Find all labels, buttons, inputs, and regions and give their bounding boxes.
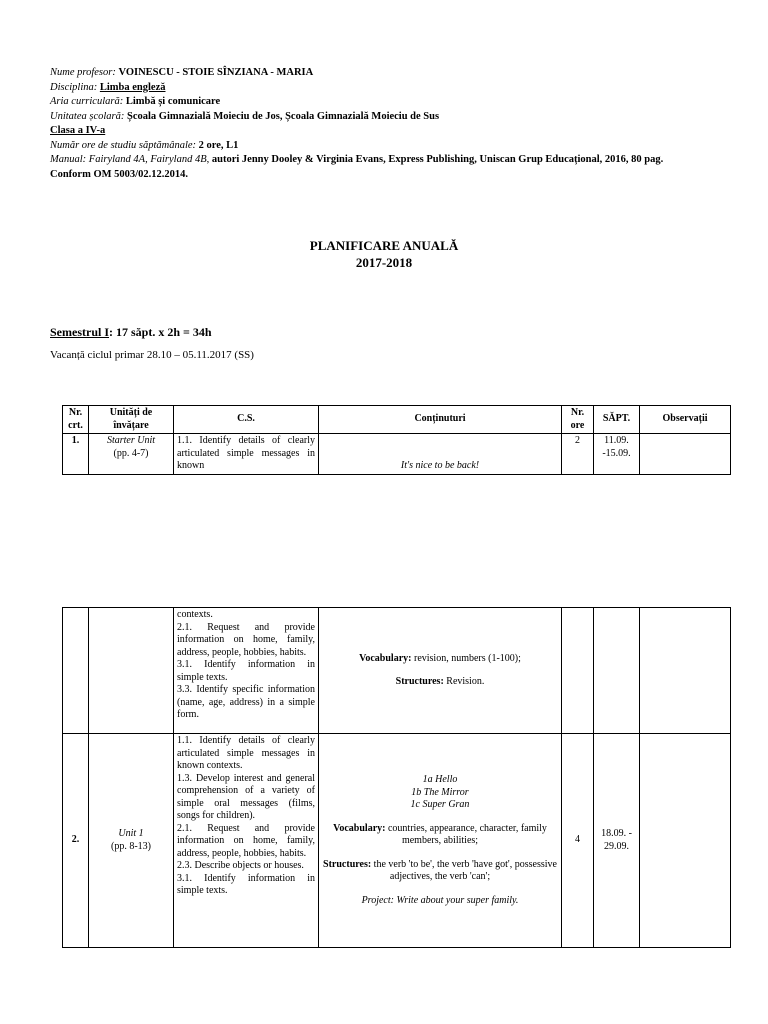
table-row bbox=[63, 434, 731, 475]
row1-cs-top: 1.1. Identify details of clearly articulated simple messages in known bbox=[174, 434, 319, 475]
row1-unit-cell bbox=[89, 434, 174, 475]
row2-weeks: 18.09. - 29.09. bbox=[594, 734, 640, 948]
row1-cont-nr bbox=[63, 608, 89, 734]
hours-value: 2 ore, L1 bbox=[198, 139, 239, 151]
header-cs: C.S. bbox=[174, 406, 319, 434]
header-hours: Nr. ore bbox=[562, 406, 594, 434]
row2-struct: the verb 'to be', the verb 'have got', possessive adjectives, the verb 'can'; bbox=[371, 858, 557, 882]
hours-line: Număr ore de studiu săptămânale: 2 ore, L1 bbox=[50, 139, 239, 151]
discipline-line: Disciplina: Limba engleză bbox=[50, 81, 166, 93]
row1-cs-cont3: 3.1. Identify information in simple texts. bbox=[177, 659, 315, 683]
school-label: Unitatea școlară bbox=[50, 110, 121, 122]
header-units: Unități de învățare bbox=[89, 406, 174, 434]
row1-cont-notes bbox=[640, 608, 731, 734]
row1-title: It's nice to be back! bbox=[319, 434, 562, 475]
table-header-row bbox=[63, 406, 731, 434]
row1-cont-unit bbox=[89, 608, 174, 734]
header-weeks: SĂPT. bbox=[594, 406, 640, 434]
row2-cs4: 2.3. Describe objects or houses. bbox=[177, 860, 304, 871]
header-contents: Conținuturi bbox=[319, 406, 562, 434]
semester-heading bbox=[50, 325, 212, 340]
row1-hours: 2 bbox=[562, 434, 594, 475]
row2-vocab: countries, appearance, character, family members, abilities; bbox=[385, 822, 547, 846]
row2-notes bbox=[640, 734, 731, 948]
row2-struct-label: Structures: bbox=[323, 858, 372, 870]
area-line: Aria curriculară: Limbă și comunicare bbox=[50, 96, 221, 107]
document-title: PLANIFICARE ANUALĂ bbox=[309, 238, 459, 253]
row1-nr: 1. bbox=[63, 434, 89, 475]
row2-lesson2: 1b The Mirror bbox=[411, 786, 469, 798]
row2-cs3: 2.1. Request and provide information on home, family, address, people, hobbies, habits. bbox=[177, 822, 315, 859]
semester-hours: : 17 săpt. x 2h = 34h bbox=[109, 325, 212, 339]
header-block bbox=[50, 66, 730, 182]
row1-weeks: 11.09. -15.09. bbox=[594, 434, 640, 475]
school-value: Școala Gimnazială Moieciu de Jos, Școala Gimnazială Moieciu de Sus bbox=[127, 110, 440, 122]
row1-cont-weeks bbox=[594, 608, 640, 734]
area-label: Aria curriculară bbox=[50, 96, 120, 107]
row1-unit: Starter Unit bbox=[106, 435, 156, 446]
semester-label: Semestrul I bbox=[50, 325, 109, 339]
manual-label: Manual bbox=[50, 154, 83, 165]
table-row bbox=[63, 608, 731, 734]
class-line bbox=[50, 124, 730, 139]
row2-hours: 4 bbox=[562, 734, 594, 948]
row1-content bbox=[319, 608, 562, 734]
vacation-note: Vacanță ciclul primar 28.10 – 05.11.2017 (SS) bbox=[50, 349, 254, 361]
manual-details: autori Jenny Dooley & Virginia Evans, Express Publishing, Uniscan Grup Educațional, 2016, 80 pag. bbox=[211, 154, 664, 165]
document-year: 2017-2018 bbox=[355, 255, 413, 270]
row1-vocab-label: Vocabulary: bbox=[359, 652, 412, 664]
row2-cs2: 1.3. Develop interest and general comprehension of a variety of simple oral messages (films, songs for children). bbox=[177, 772, 315, 821]
row1-notes bbox=[640, 434, 731, 475]
row1-pages: (pp. 4-7) bbox=[113, 447, 149, 459]
row2-vocab-label: Vocabulary: bbox=[333, 822, 386, 834]
row2-unit-cell bbox=[89, 734, 174, 948]
planning-table-page1 bbox=[62, 405, 731, 475]
header-nr: Nr. crt. bbox=[63, 406, 89, 434]
discipline-value: Limba engleză bbox=[99, 81, 166, 93]
row2-cs bbox=[174, 734, 319, 948]
hours-label: Număr ore de studiu săptămânale bbox=[50, 139, 193, 151]
manual-books: Fairyland 4A, Fairyland 4B bbox=[88, 154, 207, 165]
row2-unit: Unit 1 bbox=[118, 828, 144, 839]
row2-project: Project: Write about your super family. bbox=[361, 894, 519, 906]
header-notes: Observații bbox=[640, 406, 731, 434]
row1-cs-cont4: 3.3. Identify specific information (name, age, address) in a simple form. bbox=[177, 684, 315, 720]
teacher-line: Nume profesor: VOINESCU - STOIE SÎNZIANA - MARIA bbox=[50, 67, 314, 78]
planning-table-page2 bbox=[62, 607, 731, 948]
teacher-name: VOINESCU - STOIE SÎNZIANA - MARIA bbox=[118, 67, 314, 78]
row1-cont-hours bbox=[562, 608, 594, 734]
om-line bbox=[50, 168, 730, 183]
row2-nr: 2. bbox=[63, 734, 89, 948]
row2-content bbox=[319, 734, 562, 948]
row1-cs-cont2: 2.1. Request and provide information on home, family, address, people, hobbies, habits. bbox=[177, 621, 315, 658]
table-row bbox=[63, 734, 731, 948]
row1-struct: Revision. bbox=[443, 676, 485, 687]
row1-cs-cont1: contexts. bbox=[177, 609, 213, 620]
row2-pages: (pp. 8-13) bbox=[111, 840, 151, 852]
teacher-label: Nume profesor bbox=[50, 67, 113, 78]
discipline-label: Disciplina bbox=[50, 81, 94, 93]
row2-lesson1: 1a Hello bbox=[422, 774, 458, 785]
class-value: Clasa a IV-a bbox=[50, 125, 106, 136]
school-line: Unitatea școlară: Școala Gimnazială Moieciu de Jos, Școala Gimnazială Moieciu de Sus bbox=[50, 110, 440, 122]
om-value: Conform OM 5003/02.12.2014. bbox=[50, 168, 188, 180]
row2-cs5: 3.1. Identify information in simple texts. bbox=[177, 872, 315, 896]
row2-cs1: 1.1. Identify details of clearly articulated simple messages in known contexts. bbox=[177, 735, 315, 771]
row1-vocab: revision, numbers (1-100); bbox=[411, 652, 521, 664]
row1-cs-continued bbox=[174, 608, 319, 734]
row1-struct-label: Structures: bbox=[395, 676, 444, 687]
area-value: Limbă și comunicare bbox=[125, 96, 221, 107]
row2-lesson3: 1c Super Gran bbox=[410, 799, 470, 810]
manual-line: Manual: Fairyland 4A, Fairyland 4B, autori Jenny Dooley & Virginia Evans, Express Publishing, Uniscan Grup Educațional, 2016, 80 pag. bbox=[50, 154, 664, 165]
